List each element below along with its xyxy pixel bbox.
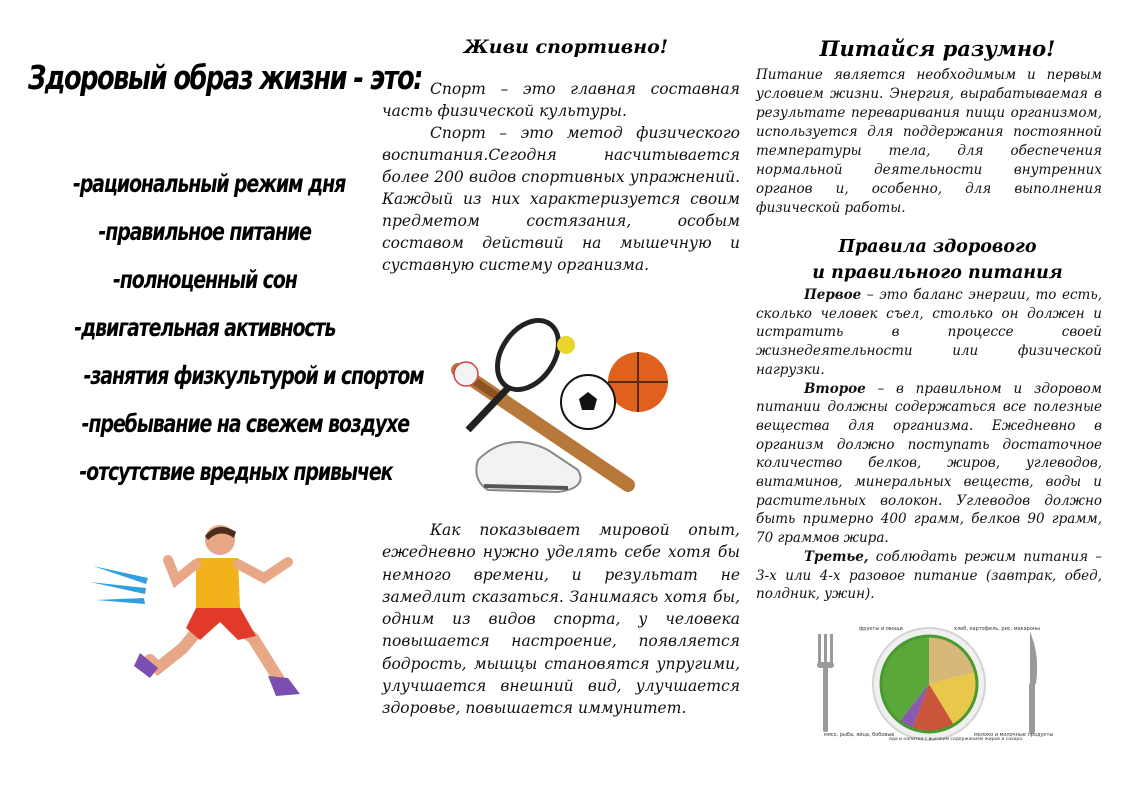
fork-icon: [817, 634, 834, 732]
list-item: -двигательная активность: [74, 313, 336, 342]
plate-label: хлеб, картофель, рис, макароны: [954, 626, 1041, 632]
paragraph: Спорт – это главная составная часть физической культуры.: [382, 80, 740, 120]
right-column: [752, 0, 1123, 794]
plate-label: мясо, рыба, яйца, бобовые: [824, 732, 895, 738]
plate-label: молоко и молочные продукты: [974, 732, 1054, 738]
rule-first: Первое – это баланс энергии, то есть, сколько человек съел, столько он должен и истратить в процессе своей жизнедеятельности или физической нагрузки.: [756, 287, 1102, 378]
list-item: -правильное питание: [98, 217, 312, 246]
rule-third: Третье, соблюдать режим питания – 3-х или 4-х разовое питание (завтрак, обед, полдник, ужин).: [756, 548, 1102, 603]
list-item: -занятия физкультурой и спортом: [83, 361, 424, 390]
healthy-lifestyle-title: Здоровый образ жизни - это:: [28, 58, 422, 97]
healthy-lifestyle-list: [30, 160, 424, 496]
plate-label: еда и напитки с высоким содержанием жиров и сахара: [889, 737, 1023, 742]
sport-benefits-text: [382, 519, 740, 720]
paragraph: Как показывает мировой опыт, ежедневно нужно уделять себе хотя бы немного времени, и результат не замедлит сказаться. Занимаясь хотя бы, одним из видов спорта, у человека повышается настроение, появляется бодрость, мышцы становятся упругими, улучшается внешний вид, улучшается здоровье, повышается иммунитет.: [382, 521, 740, 718]
sport-text: [382, 78, 740, 276]
nutrition-rules: [756, 286, 1102, 604]
rule-second: Второе – в правильном и здоровом питании должны содержаться все полезные вещества для организма. Ежедневно в организм должно поступать достаточное количество белков, жиров, углеводов, витаминов, минеральных веществ, воды и растительных волокон. Углеводов должно быть примерно 400 грамм, белков 90 грамм, 70 граммов жира.: [756, 380, 1102, 547]
nutrition-heading: Питайся разумно!: [819, 36, 1056, 61]
list-item: -отсутствие вредных привычек: [79, 457, 393, 486]
paragraph: Спорт – это метод физического воспитания.Сегодня насчитывается более 200 видов спортивных упражнений. Каждый из них характеризуется своим предметом состязания, особым составом действий на мышечную и суставную систему организма.: [382, 124, 740, 274]
nutrition-intro: Питание является необходимым и первым условием жизни. Энергия, вырабатываемая в результате переваривания пищи организмом, используется для поддержания постоянной температуры тела, для обеспечения нормальной деятельности внутренних органов и, особенно, для выполнения физической работы.: [756, 67, 1102, 216]
list-item: -полноценный сон: [113, 265, 297, 294]
speed-lines: [90, 566, 148, 604]
list-item: -рациональный режим дня: [72, 169, 346, 198]
runner-illustration: [88, 518, 318, 713]
sports-equipment-illustration: [438, 310, 688, 510]
middle-column: [380, 0, 752, 794]
sport-heading: Живи спортивно!: [463, 36, 669, 58]
left-column: [0, 0, 424, 794]
plate-label: фрукты и овощи: [859, 626, 903, 632]
rules-heading: Правила здорового и правильного питания: [812, 237, 1063, 283]
knife-icon: [1029, 632, 1037, 734]
healthy-plate-illustration: [804, 624, 1054, 742]
list-item: -пребывание на свежем воздухе: [81, 409, 410, 438]
